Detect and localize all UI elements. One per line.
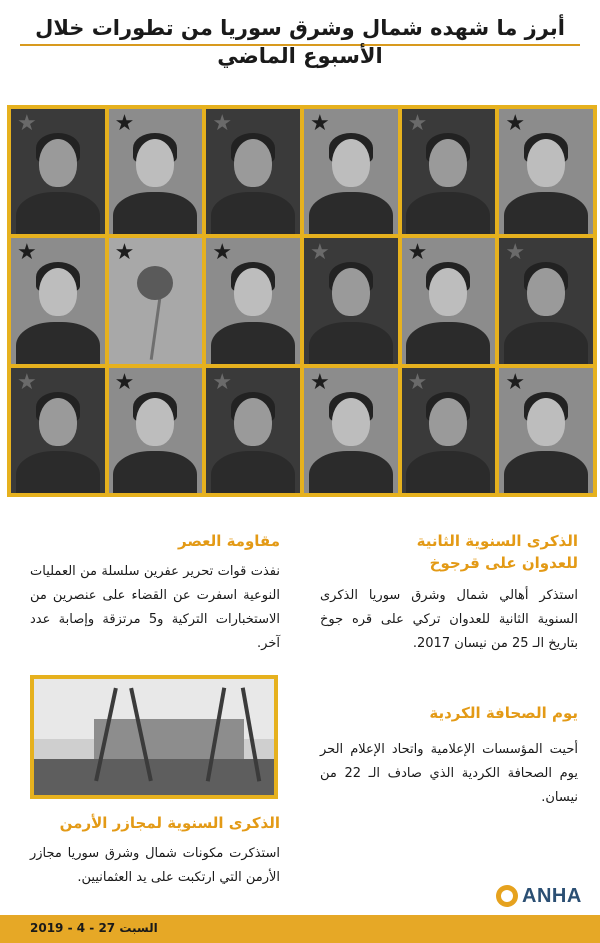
martyr-portrait (206, 238, 300, 363)
martyr-portrait (402, 368, 496, 493)
portrait-body (406, 192, 490, 234)
portrait-head (234, 139, 272, 187)
portrait-body (113, 192, 197, 234)
portrait-body (504, 451, 588, 493)
section-press-day-title: يوم الصحافة الكردية (429, 704, 578, 722)
martyrs-photo-grid (7, 105, 597, 497)
section-press-day-body: أحيت المؤسسات الإعلامية واتحاد الإعلام الحر يوم الصحافة الكردية الذي صادف الـ 22 من نيسان. (320, 742, 578, 805)
star-icon: ★ (17, 111, 37, 136)
martyr-portrait (109, 368, 203, 493)
section-armenian-body: استذكرت مكونات شمال وشرق سوريا مجازر الأرمن التي ارتكبت على يد العثمانيين. (30, 846, 280, 885)
flower-tile (109, 238, 203, 363)
portrait-head (332, 268, 370, 316)
star-icon: ★ (505, 369, 526, 395)
star-icon: ★ (212, 111, 233, 136)
martyr-portrait (206, 368, 300, 493)
section-qarachok-body: استذكر أهالي شمال وشرق سوريا الذكرى السنوية الثانية للعدوان تركي على قره جوخ بتاريخ الـ 25 من نيسان 2017. (320, 588, 578, 651)
portrait-head (136, 139, 174, 187)
page-title: أبرز ما شهده شمال وشرق سوريا من تطورات خلال الأسبوع الماضي (20, 14, 580, 46)
section-armenian-title: الذكرى السنوية لمجازر الأرمن (59, 814, 280, 832)
portrait-body (504, 322, 588, 364)
star-icon: ★ (17, 240, 37, 266)
section-qarachok (320, 530, 578, 656)
section-resistance (30, 530, 280, 656)
section-resistance-body: نفذت قوات تحرير عفرين سلسلة من العمليات النوعية اسفرت عن القضاء على عنصرين من الاستخبارات التركية و5 مرتزقة وإصابة عدد آخر. (30, 564, 280, 651)
section-qarachok-title-line1: الذكرى السنوية الثانية (416, 532, 578, 550)
armenian-massacre-photo (30, 675, 278, 799)
portrait-head (234, 398, 272, 446)
portrait-head (39, 398, 77, 446)
portrait-head (429, 139, 467, 187)
photo-ground (34, 759, 274, 795)
portrait-body (211, 451, 295, 493)
star-icon: ★ (407, 240, 428, 266)
section-press-day (320, 702, 578, 810)
martyr-portrait (304, 238, 398, 363)
martyr-portrait (11, 368, 105, 493)
martyr-portrait (402, 238, 496, 363)
section-resistance-title: مقاومة العصر (178, 532, 280, 550)
star-icon: ★ (407, 369, 428, 395)
star-icon: ★ (17, 369, 37, 395)
portrait-body (113, 451, 197, 493)
footer-date: السبت 27 - 4 - 2019 (30, 921, 158, 935)
star-icon: ★ (212, 240, 233, 266)
martyr-portrait (499, 109, 593, 234)
portrait-body (16, 192, 100, 234)
portrait-body (16, 322, 100, 364)
martyr-portrait (402, 109, 496, 234)
portrait-head (39, 268, 77, 316)
section-armenian (30, 812, 280, 890)
martyr-portrait (11, 238, 105, 363)
portrait-body (211, 192, 295, 234)
portrait-head (527, 268, 565, 316)
star-icon: ★ (114, 111, 135, 136)
martyr-portrait (304, 109, 398, 234)
star-icon: ★ (114, 369, 135, 395)
portrait-body (309, 192, 393, 234)
portrait-head (39, 139, 77, 187)
portrait-head (527, 398, 565, 446)
flower-stem (150, 298, 162, 360)
portrait-head (429, 398, 467, 446)
martyr-portrait (304, 368, 398, 493)
star-icon: ★ (114, 240, 135, 266)
martyr-portrait (109, 109, 203, 234)
anha-logo-icon (496, 885, 518, 907)
anha-logo (496, 883, 582, 909)
portrait-body (211, 322, 295, 364)
portrait-body (309, 451, 393, 493)
portrait-head (332, 139, 370, 187)
star-icon: ★ (505, 240, 526, 266)
martyr-portrait (499, 368, 593, 493)
anha-logo-text: ANHA (522, 884, 582, 907)
section-qarachok-title-line2: للعدوان على قرجوخ (429, 554, 578, 572)
star-icon: ★ (309, 111, 330, 136)
portrait-body (16, 451, 100, 493)
portrait-body (309, 322, 393, 364)
star-icon: ★ (407, 111, 428, 136)
portrait-head (527, 139, 565, 187)
portrait-head (332, 398, 370, 446)
portrait-head (429, 268, 467, 316)
carnation-icon (137, 266, 173, 300)
martyr-portrait (206, 109, 300, 234)
portrait-body (406, 451, 490, 493)
portrait-body (504, 192, 588, 234)
star-icon: ★ (309, 240, 330, 266)
portrait-head (136, 398, 174, 446)
portrait-head (234, 268, 272, 316)
star-icon: ★ (212, 369, 233, 395)
portrait-body (406, 322, 490, 364)
star-icon: ★ (505, 111, 526, 136)
footer-bar (0, 915, 600, 943)
star-icon: ★ (309, 369, 330, 395)
martyr-portrait (11, 109, 105, 234)
martyr-portrait (499, 238, 593, 363)
